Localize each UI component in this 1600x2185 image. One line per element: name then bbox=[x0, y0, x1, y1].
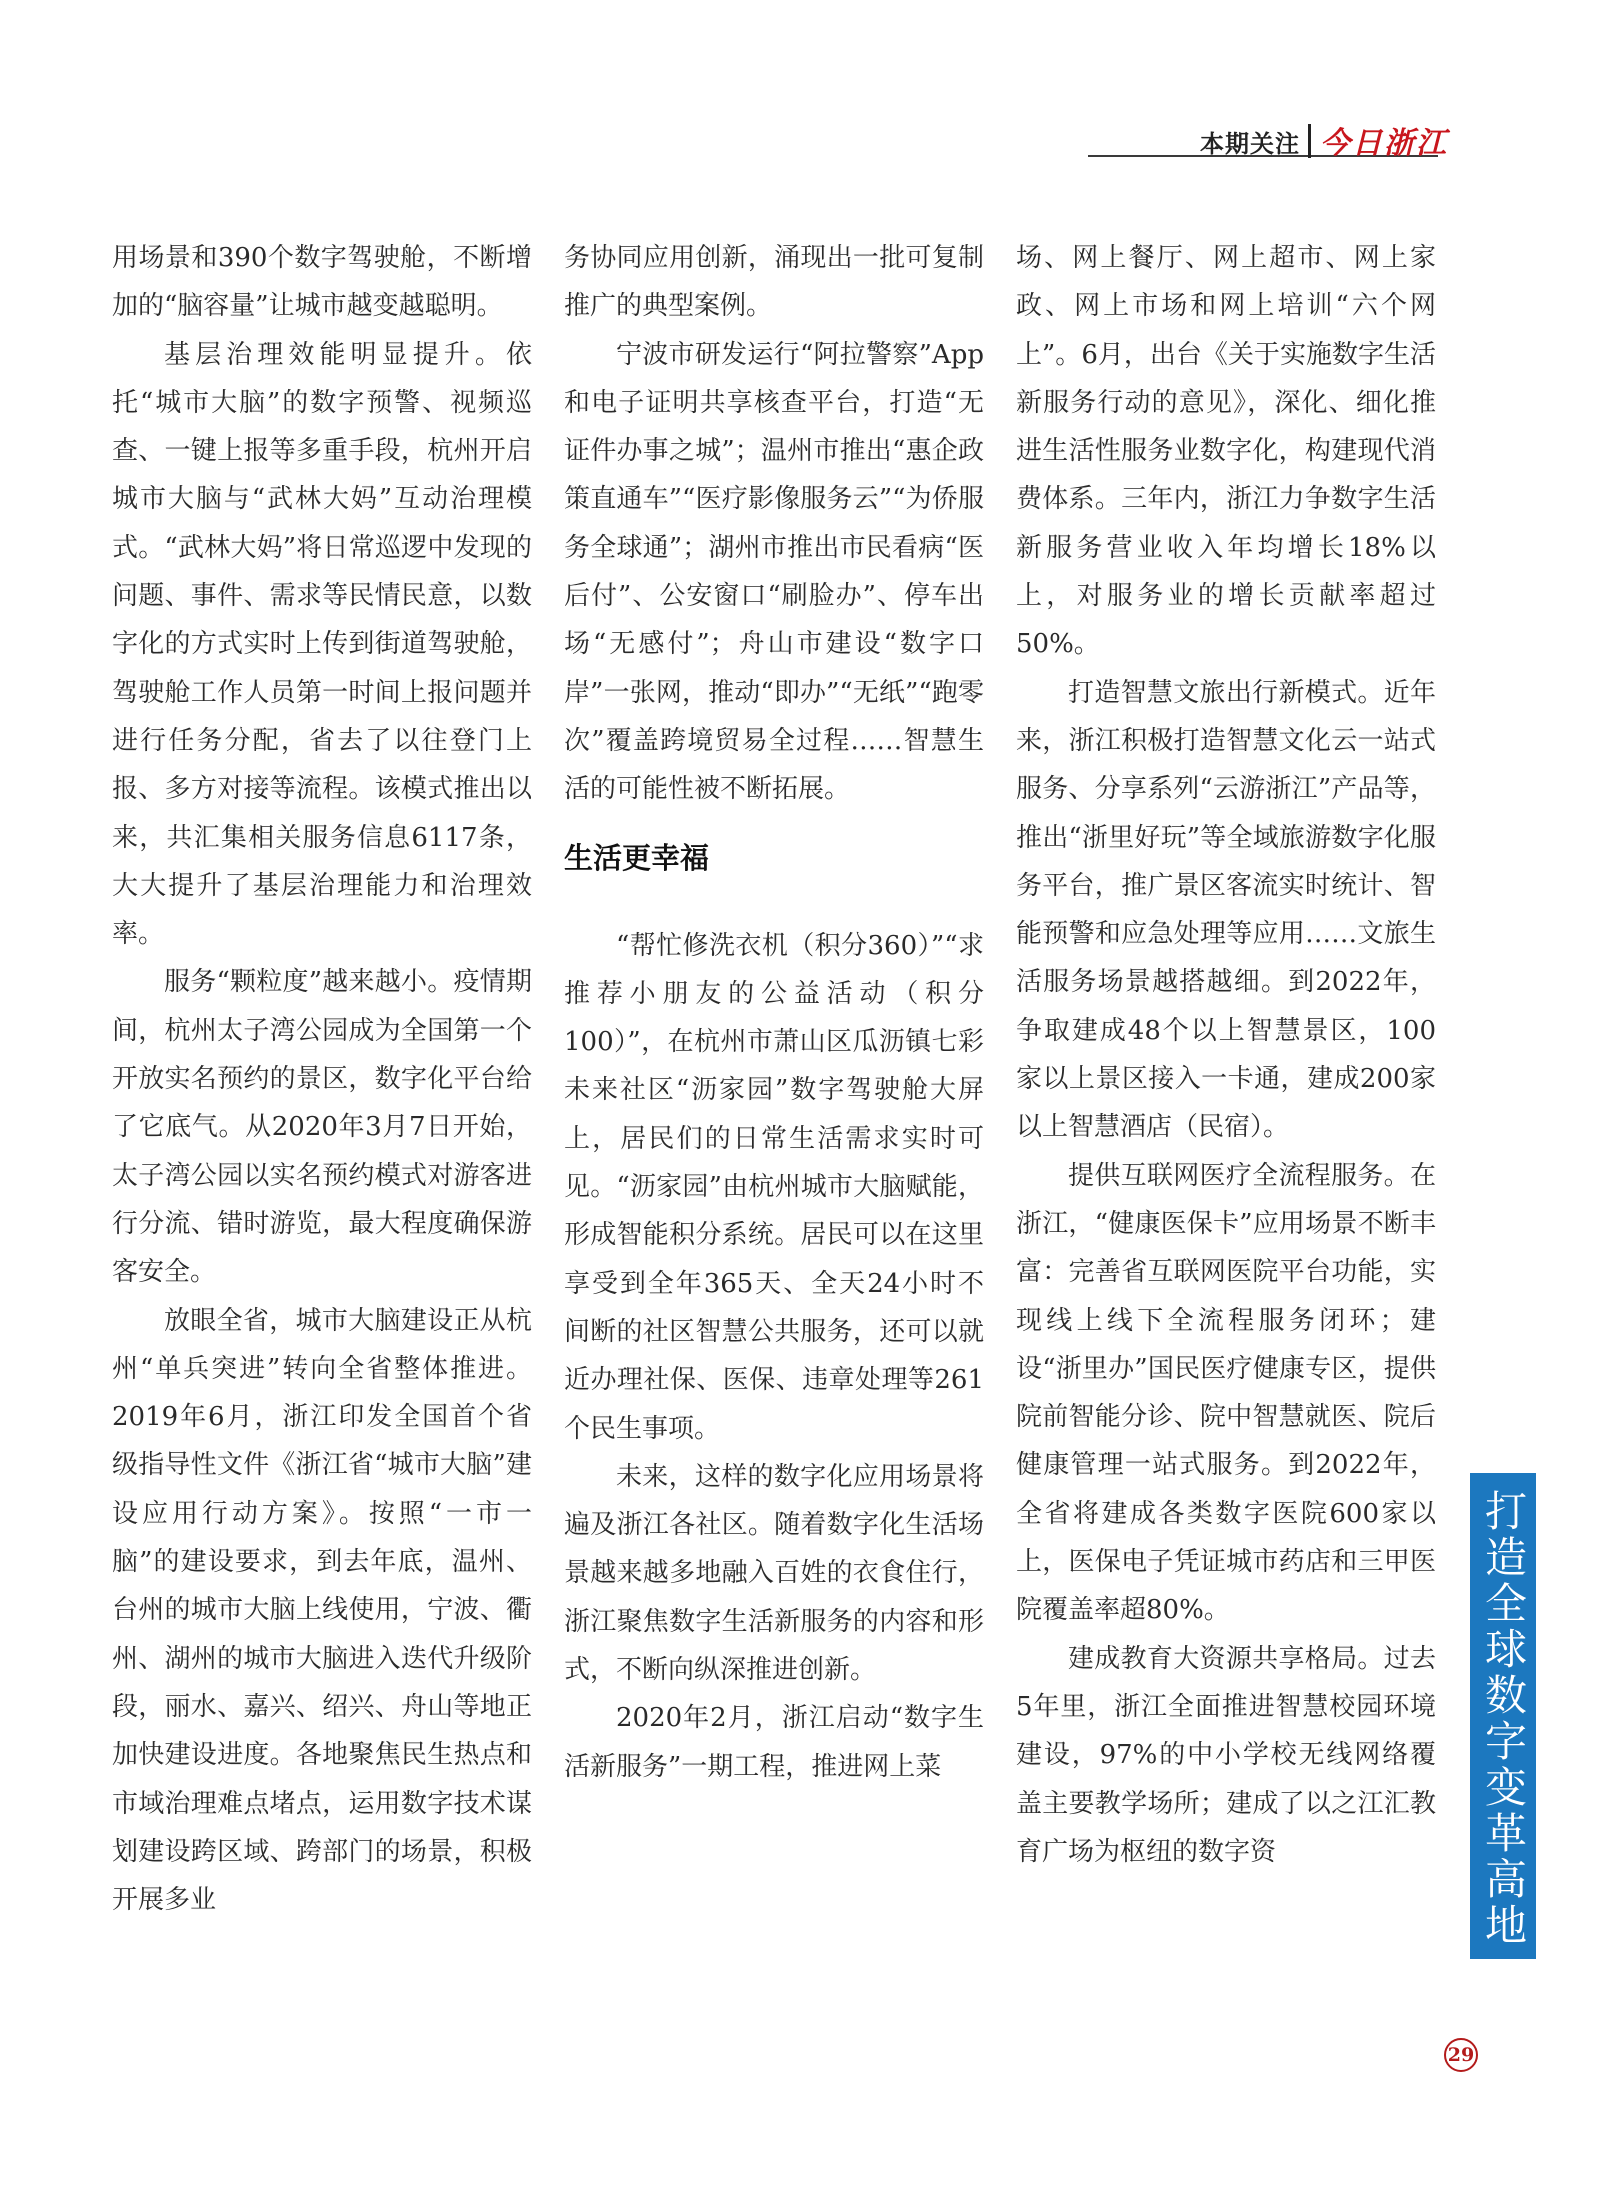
article-paragraph: 提供互联网医疗全流程服务。在浙江，“健康医保卡”应用场景不断丰富：完善省互联网医院平台功能，实现线上线下全流程服务闭环；建设“浙里办”国民医疗健康专区，提供院前智能分诊、院中智慧就医、院后健康管理一站式服务。到2022年，全省将建成各类数字医院600家以上，医保电子凭证城市药店和三甲医院覆盖率超80%。 bbox=[1016, 1160, 1436, 1626]
article-paragraph: 服务“颗粒度”越来越小。疫情期间，杭州太子湾公园成为全国第一个开放实名预约的景区，数字化平台给了它底气。从2020年3月7日开始，太子湾公园以实名预约模式对游客进行分流、错时游览，最大程度确保游客安全。 bbox=[112, 967, 532, 1288]
article-paragraph: 场、网上餐厅、网上超市、网上家政、网上市场和网上培训“六个网上”。6月，出台《关于实施数字生活新服务行动的意见》，深化、细化推进生活性服务业数字化，构建现代消费体系。三年内，浙江力争数字生活新服务营业收入年均增长18%以上，对服务业的增长贡献率超过50%。 bbox=[1016, 243, 1436, 660]
magazine-logo: 今日浙江 bbox=[1320, 126, 1448, 161]
column-2-paragraphs-after bbox=[564, 922, 984, 1791]
header-divider-bar bbox=[1308, 124, 1311, 158]
page-number: 29 bbox=[1444, 2038, 1478, 2072]
article-paragraph: 未来，这样的数字化应用场景将遍及浙江各社区。随着数字化生活场景越来越多地融入百姓的衣食住行，浙江聚焦数字生活新服务的内容和形式，不断向纵深推进创新。 bbox=[564, 1461, 984, 1686]
article-column-2 bbox=[564, 234, 984, 1791]
article-paragraph: 2020年2月，浙江启动“数字生活新服务”一期工程，推进网上菜 bbox=[564, 1703, 984, 1782]
article-paragraph: 放眼全省，城市大脑建设正从杭州“单兵突进”转向全省整体推进。2019年6月，浙江印发全国首个省级指导性文件《浙江省“城市大脑”建设应用行动方案》。按照“一市一脑”的建设要求，到去年底，温州、台州的城市大脑上线使用，宁波、衢州、湖州的城市大脑进入迭代升级阶段，丽水、嘉兴、绍兴、舟山等地正加快建设进度。各地聚焦民生热点和市域治理难点堵点，运用数字技术谋划建设跨区域、跨部门的场景，积极开展多业 bbox=[112, 1305, 532, 1916]
article-column-1 bbox=[112, 234, 532, 1924]
article-paragraph: “帮忙修洗衣机（积分360）”“求推荐小朋友的公益活动（积分100）”，在杭州市萧山区瓜沥镇七彩未来社区“沥家园”数字驾驶舱大屏上，居民们的日常生活需求实时可见。“沥家园”由杭州城市大脑赋能，形成智能积分系统。居民可以在这里享受到全年365天、全天24小时不间断的社区智慧公共服务，还可以就近办理社保、医保、违章处理等261个民生事项。 bbox=[564, 930, 984, 1444]
article-column-3 bbox=[1016, 234, 1436, 1876]
article-paragraph: 用场景和390个数字驾驶舱，不断增加的“脑容量”让城市越变越聪明。 bbox=[112, 243, 532, 322]
article-paragraph: 打造智慧文旅出行新模式。近年来，浙江积极打造智慧文化云一站式服务、分享系列“云游浙江”产品等，推出“浙里好玩”等全域旅游数字化服务平台，推广景区客流实时统计、智能预警和应急处理等应用……文旅生活服务场景越搭越细。到2022年，争取建成48个以上智慧景区，100家以上景区接入一卡通，建成200家以上智慧酒店（民宿）。 bbox=[1016, 677, 1436, 1143]
side-tab-label: 打造全球数字变革高地 bbox=[1479, 1489, 1528, 1949]
column-2-paragraphs-before bbox=[564, 234, 984, 814]
article-paragraph: 建成教育大资源共享格局。过去5年里，浙江全面推进智慧校园环境建设，97%的中小学校无线网络覆盖主要教学场所；建成了以之江汇教育广场为枢纽的数字资 bbox=[1016, 1643, 1436, 1867]
side-tab bbox=[1470, 1473, 1536, 1959]
article-paragraph: 宁波市研发运行“阿拉警察”App和电子证明共享核查平台，打造“无证件办事之城”；温州市推出“惠企政策直通车”“医疗影像服务云”“为侨服务全球通”；湖州市推出市民看病“医后付”、公安窗口“刷脸办”、停车出场“无感付”；舟山市建设“数字口岸”一张网，推动“即办”“无纸”“跑零次”覆盖跨境贸易全过程……智慧生活的可能性被不断拓展。 bbox=[564, 339, 984, 805]
section-heading: 生活更幸福 bbox=[564, 840, 710, 875]
header-section-title: 本期关注 bbox=[1200, 130, 1300, 158]
article-paragraph: 务协同应用创新，涌现出一批可复制推广的典型案例。 bbox=[564, 243, 984, 322]
article-paragraph: 基层治理效能明显提升。依托“城市大脑”的数字预警、视频巡查、一键上报等多重手段，杭州开启城市大脑与“武林大妈”互动治理模式。“武林大妈”将日常巡逻中发现的问题、事件、需求等民情民意，以数字化的方式实时上传到街道驾驶舱，驾驶舱工作人员第一时间上报问题并进行任务分配，省去了以往登门上报、多方对接等流程。该模式推出以来，共汇集相关服务信息6117条，大大提升了基层治理能力和治理效率。 bbox=[112, 339, 532, 950]
